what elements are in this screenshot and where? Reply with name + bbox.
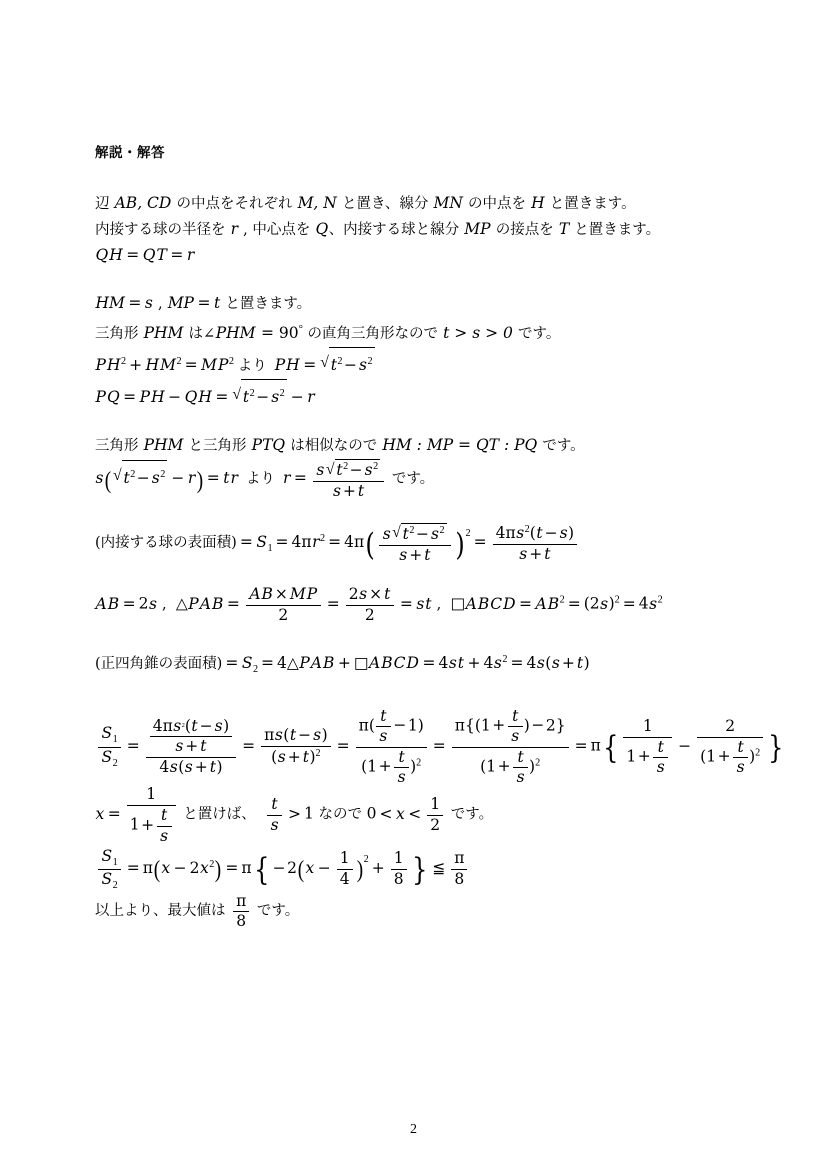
frac-nested-ratio: $\frac{\frac{4\pi s^2(t - s)}{s + t}}{4s(s + t)}$ — [146, 718, 236, 777]
conclusion-line — [95, 891, 755, 931]
conclusion-text-1: 以上より、最大値は — [95, 903, 231, 920]
frac-step-2: $\frac{\pi s(t - s)}{(s + t)^2}$ — [261, 727, 330, 767]
frac-t-over-s-big: $\frac{t}{s}$ — [267, 796, 282, 835]
setup2-var-Q: Q — [315, 220, 329, 239]
subst-text-2: なので — [313, 807, 367, 824]
setup2-text-4: の接点を — [491, 222, 559, 239]
setup2-var-MP: MP — [464, 220, 491, 239]
frac-inner-S1: $\frac{4\pi s^2(t - s)}{s + t}$ — [150, 718, 232, 756]
frac-one-quarter: $\frac{1}{4}$ — [337, 850, 353, 889]
setup-text-1: 辺 — [95, 196, 115, 213]
leq-double-symbol: ≦ — [432, 858, 446, 877]
len-s: s — [144, 294, 153, 313]
frac-r-squared-inner: s √ $t^2- s^2$ s + t — [379, 523, 450, 565]
setup-text-4: の中点を — [463, 196, 531, 213]
document-body — [95, 145, 784, 931]
ratio-chain-equation: $\frac{S_1}{S_2}$ = $\frac{\frac{4\pi s^2(t - s)}{s + t}}{4s(s + t)}$ = $\frac{\pi s(t - s)}{(s + t)^2}$ = π( $\frac{t}{s}$ −1) (1+ $\frac{t}{s}$ )$^2$ = π{(1+ $\frac{t}{s}$ )−2} (1+ $\frac{t}{s}$ )$^2$ = π{ 1 1+ $\frac{t}{s}$ − 2 (1+ $\frac{t}{s}$ )$^2$ } — [95, 708, 755, 786]
sim-text-1: 三角形 — [95, 438, 144, 455]
frac-t-over-s-5: $\frac{t}{s}$ — [653, 739, 668, 777]
sim-ratio: HM : MP = QT : PQ — [382, 436, 538, 455]
subst-text-1: と置けば、 — [178, 807, 261, 824]
sim-text-3: は相似なので — [285, 438, 382, 455]
frac-t-over-s-6: $\frac{t}{s}$ — [733, 739, 748, 777]
degree-symbol: ° — [298, 323, 303, 336]
sim-PTQ: PTQ — [251, 436, 286, 455]
frac-S1-over-S2-b: $\frac{S_1}{S_2}$ — [98, 848, 121, 892]
len2-PHM-a: PHM — [143, 324, 184, 343]
lengths-line-3-pythagoras: $PH^2 + HM^2 = MP^2$ より PH = √ $t^2- s^2$ — [95, 347, 755, 379]
conj-yori-2: より — [245, 471, 275, 488]
sqrt-t2-s2-b: √ $t^2- s^2$ — [232, 379, 286, 411]
conclusion-pi: π — [236, 891, 247, 910]
len2-text-4: の直角三角形なので — [302, 326, 443, 343]
base-area-equation: AB = 2s , △PAB = $\frac{AB \times MP}{2}$ = $\frac{2s \times t}{2}$ = st , □ABCD = $AB^2 = (2s)^2 = 4s^2$ — [95, 585, 663, 625]
frac-one-eighth: $\frac{1}{8}$ — [391, 850, 407, 889]
paragraph-ratio-chain — [95, 706, 784, 931]
setup2-var-r: r — [230, 220, 239, 239]
frac-S1-result: $\frac{4\pi s^2(t - s)}{s + t}$ — [493, 524, 577, 564]
paragraph-lengths — [95, 291, 755, 411]
setup-var-MN: MN — [433, 194, 463, 213]
conclusion-eight: 8 — [236, 912, 247, 931]
frac-step-3: π( $\frac{t}{s}$ −1) (1+ $\frac{t}{s}$ )$^2$ — [356, 708, 427, 786]
pyramid-area-label: (正四角錐の表面積) — [95, 655, 223, 672]
substitution-line: x = 1 1+ $\frac{t}{s}$ と置けば、 $\frac{t}{s}$ > 1 なので 0 < x < $\frac{1}{2}$ です。 — [95, 785, 494, 845]
len2-text-1: 三角形 — [95, 326, 144, 343]
frac-step-4: π{(1+ $\frac{t}{s}$ )−2} (1+ $\frac{t}{s}$ )$^2$ — [452, 708, 569, 786]
len-eq1: = — [128, 294, 142, 313]
setup-text-2: の中点をそれぞれ — [171, 196, 298, 213]
setup-var-AB-CD: AB, CD — [114, 194, 172, 213]
setup2-var-T: T — [558, 220, 570, 239]
frac-PAB-2: $\frac{2s \times t}{2}$ — [346, 586, 394, 625]
setup2-text-5: と置きます。 — [569, 222, 661, 239]
frac-t-over-s-2: $\frac{t}{s}$ — [394, 749, 409, 787]
setup2-text-3: 、内接する球と線分 — [328, 222, 464, 239]
sqrt-t2-s2-a: √ $t^2- s^2$ — [320, 347, 374, 379]
sim-text-4: です。 — [537, 438, 585, 455]
frac-pi-over-8-b — [233, 893, 249, 932]
setup-var-M-N: M, N — [297, 194, 337, 213]
len-MP: MP — [167, 294, 194, 313]
lengths-line-1: HM = s , MP = t と置きます。 — [95, 294, 312, 313]
setup-text-3: と置き、線分 — [337, 196, 433, 213]
frac-r-formula: s √ $t^2- s^2$ s + t — [313, 459, 384, 501]
frac-t-over-s-1: $\frac{t}{s}$ — [376, 708, 391, 746]
len2-text-2: は∠ — [183, 326, 216, 343]
sim-PHM: PHM — [143, 436, 184, 455]
sim-text-2: と三角形 — [183, 438, 252, 455]
maximize-line: $\frac{S_1}{S_2}$ = $\pi(x - 2x^2) = \pi\{ -2(x$ − $\frac{1}{4}$ )2 + $\frac{1}{8}$ } ≦ $\frac{\pi}{8}$ — [95, 845, 755, 891]
len-sep: , — [153, 296, 168, 313]
setup2-text-2: , 中心点を — [238, 222, 315, 239]
paragraph-setup — [95, 191, 755, 269]
len-tail: と置きます。 — [220, 296, 312, 313]
lengths-line-4-PQ: PQ = PH − QH = √ $t^2- s^2 - r$ — [95, 379, 755, 411]
setup-line-1 — [95, 191, 755, 217]
frac-PAB-1: $\frac{AB \times MP}{2}$ — [246, 586, 321, 625]
similar-line-2-solve-r: s( √ $t^2- s^2 - r$) = tr より r = s √ $t^2- s^2$ s + t です。 — [95, 460, 435, 500]
pyramid-area-equation: (正四角錐の表面積) = $S_2$ = 4△PAB + □ABCD = $4st + 4s^2 = 4s(s + t)$ — [95, 653, 590, 675]
subst-text-3: です。 — [446, 807, 494, 824]
len2-inequality: t > s > 0 — [443, 324, 513, 343]
len-HM: HM — [95, 294, 125, 313]
setup2-text-1: 内接する球の半径を — [95, 222, 231, 239]
paragraph-sphere-area — [95, 523, 755, 565]
setup-var-H: H — [531, 194, 545, 213]
frac-t-over-s-4: $\frac{t}{s}$ — [513, 749, 528, 787]
frac-t-over-s-3: $\frac{t}{s}$ — [508, 708, 523, 746]
frac-final-term-2: 2 (1+ $\frac{t}{s}$ )$^2$ — [697, 718, 763, 777]
len-t: t — [214, 294, 221, 313]
page-title: 解説・解答 — [95, 145, 165, 161]
similar-line-1 — [95, 433, 755, 459]
frac-t-over-s-7: $\frac{t}{s}$ — [157, 807, 172, 845]
paragraph-base-area — [95, 586, 755, 625]
frac-one-half: $\frac{1}{2}$ — [427, 796, 443, 835]
paragraph-similar-triangles — [95, 433, 755, 501]
setup-text-5: と置きます。 — [545, 196, 636, 213]
sphere-area-equation: (内接する球の表面積) = $S_1 = 4\pi r^2 = 4\pi$( s √ $t^2- s^2$ s + t )2 = $\frac{4\pi s^2(t - s)}{s + t}$ — [95, 523, 755, 565]
frac-S1-over-S2-a: $\frac{S_1}{S_2}$ — [98, 725, 121, 769]
len2-PHM-b: PHM — [215, 324, 256, 343]
sqrt-t2-s2-c: √ $t^2- s^2$ — [113, 460, 167, 492]
page-number: 2 — [410, 1122, 417, 1137]
paragraph-pyramid-area — [95, 647, 755, 682]
frac-pi-over-8-a: $\frac{\pi}{8}$ — [451, 850, 467, 889]
len2-text-5: です。 — [513, 326, 561, 343]
sim2-tail: です。 — [387, 471, 435, 488]
setup-line-3-equation: QH = QT = r — [95, 246, 195, 265]
len2-text-3: = 90 — [256, 324, 299, 343]
setup-line-2 — [95, 217, 755, 243]
lengths-line-2 — [95, 317, 755, 347]
sphere-area-label: (内接する球の表面積) — [95, 535, 237, 552]
frac-x-definition: 1 1+ $\frac{t}{s}$ — [127, 786, 176, 845]
conj-yori-1: より — [237, 358, 267, 375]
frac-final-term-1: 1 1+ $\frac{t}{s}$ — [623, 718, 672, 777]
conclusion-text-2: です。 — [252, 903, 300, 920]
